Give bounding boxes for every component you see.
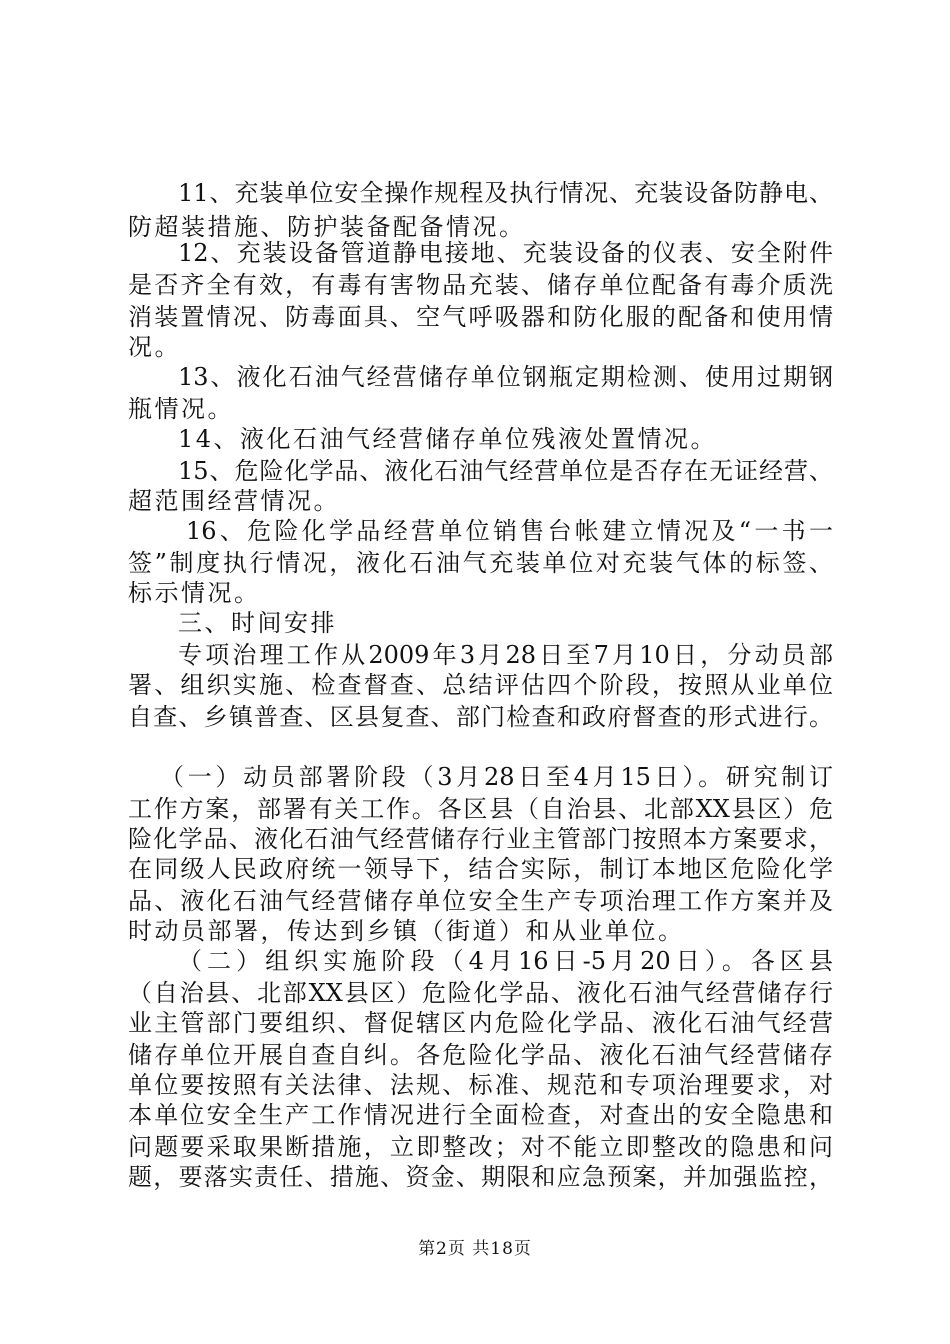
text-line: 况。: [128, 333, 181, 361]
text-line: 是否齐全有效，有毒有害物品充装、储存单位配备有毒介质洗: [128, 271, 833, 299]
text-line: 单位要按照有关法律、法规、标准、规范和专项治理要求，对: [128, 1071, 833, 1099]
text-line: 防超装措施、防护装备配备情况。: [128, 213, 526, 241]
text-line: 消装置情况、防毒面具、空气呼吸器和防化服的配备和使用情: [128, 303, 833, 331]
text-line: 本单位安全生产工作情况进行全面检查，对查出的安全隐患和: [128, 1101, 833, 1129]
text-line: 瓶情况。: [128, 395, 234, 423]
text-line: 超范围经营情况。: [128, 487, 340, 515]
text-line: 问题要采取果断措施，立即整改；对不能立即整改的隐患和问: [128, 1133, 833, 1161]
text-line: 标示情况。: [128, 579, 261, 607]
text-line: 题，要落实责任、措施、资金、期限和应急预案，并加强监控，: [128, 1163, 833, 1191]
text-line: （自治县、北部XX县区）危险化学品、液化石油气经营储存行: [128, 979, 833, 1007]
section-heading: 三、时间安排: [178, 609, 337, 637]
text-line: （二）组织实施阶段（4月16日-5月20日）。各区县: [178, 947, 833, 975]
text-line: 11、充装单位安全操作规程及执行情况、充装设备防静电、: [178, 179, 833, 207]
text-line: 13、液化石油气经营储存单位钢瓶定期检测、使用过期钢: [178, 363, 833, 391]
text-line: 时动员部署，传达到乡镇（街道）和从业单位。: [128, 917, 685, 945]
text-line: 16、危险化学品经营单位销售台帐建立情况及“一书一: [186, 517, 833, 545]
text-line: 专项治理工作从2009年3月28日至7月10日，分动员部: [178, 641, 833, 669]
page-footer: 第2页 共18页: [418, 1239, 532, 1259]
text-line: 在同级人民政府统一领导下，结合实际，制订本地区危险化学: [128, 855, 833, 883]
text-line: 工作方案，部署有关工作。各区县（自治县、北部XX县区）危: [128, 795, 833, 823]
text-line: 15、危险化学品、液化石油气经营单位是否存在无证经营、: [178, 457, 833, 485]
text-line: 品、液化石油气经营储存单位安全生产专项治理工作方案并及: [128, 887, 833, 915]
text-line: 业主管部门要组织、督促辖区内危险化学品、液化石油气经营: [128, 1009, 833, 1037]
text-line: （一）动员部署阶段（3月28日至4月15日）。研究制订: [160, 763, 833, 791]
text-line: 14、液化石油气经营储存单位残液处置情况。: [178, 425, 718, 453]
text-line: 署、组织实施、检查督查、总结评估四个阶段，按照从业单位: [128, 671, 833, 699]
text-line: 险化学品、液化石油气经营储存行业主管部门按照本方案要求，: [128, 825, 833, 853]
text-line: 签”制度执行情况，液化石油气充装单位对充装气体的标签、: [128, 549, 833, 577]
text-line: 储存单位开展自查自纠。各危险化学品、液化石油气经营储存: [128, 1041, 833, 1069]
text-line: 自查、乡镇普查、区县复查、部门检查和政府督查的形式进行。: [128, 703, 833, 731]
text-line: 12、充装设备管道静电接地、充装设备的仪表、安全附件: [178, 239, 833, 267]
